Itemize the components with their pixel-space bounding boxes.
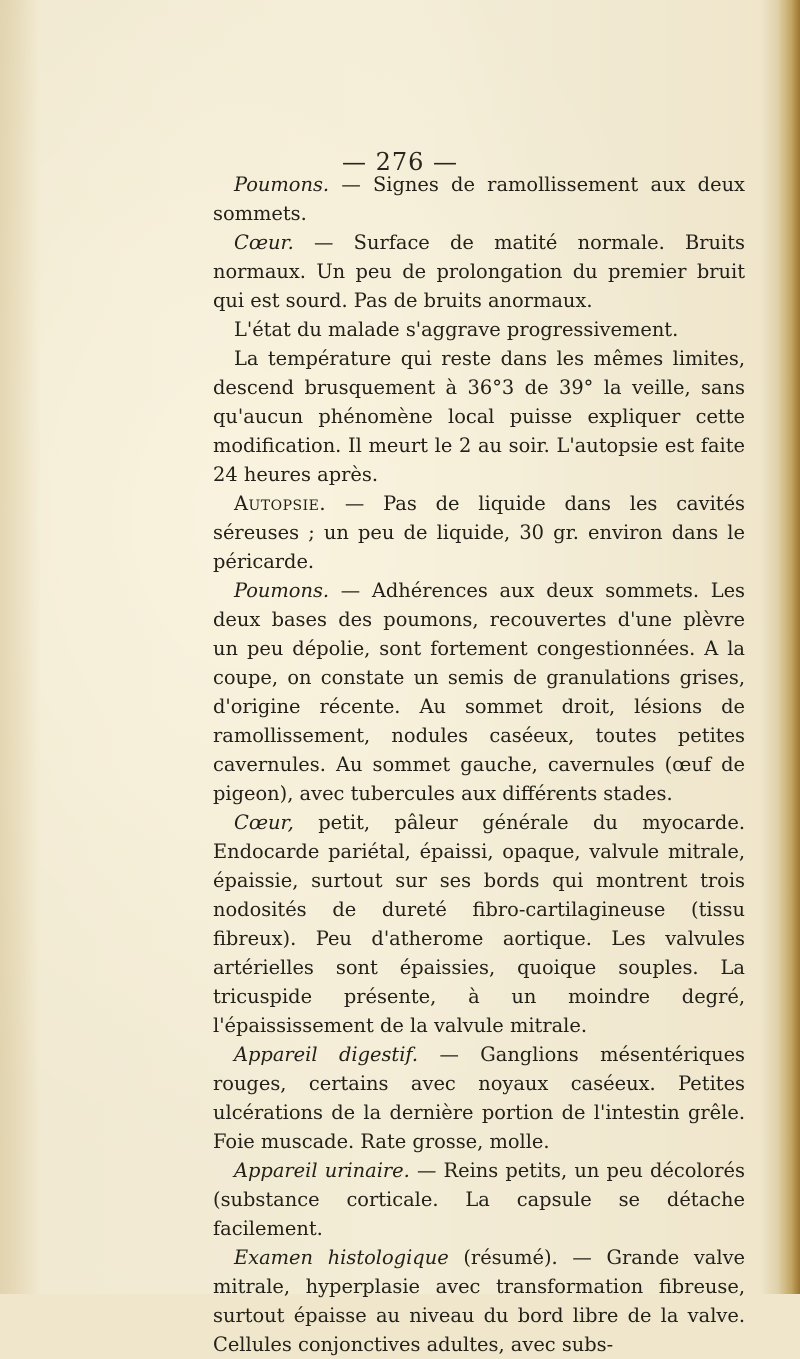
paragraph-coeur-2 — [213, 808, 745, 1040]
paragraph-text: petit, pâleur générale du myocarde. Endocarde pariétal, épaissi, opaque, valvule mitrale, épaissie, surtout sur ses bords qui montrent trois nodosités de dureté fibro-cartilagineuse (tissu fibreux). Peu d'atherome aortique. Les valvules artérielles sont épaissies, quoique souples. La tricuspide présente, à un moindre degré, l'épaississement de la valvule mitrale. — [213, 811, 745, 1037]
page-edge-stain — [778, 0, 800, 1294]
paragraph-poumons-2 — [213, 576, 745, 808]
heading-autopsie: Autopsie. — [234, 492, 327, 515]
heading-appareil-urinaire: Appareil urinaire. — [234, 1159, 410, 1182]
paragraph-coeur-1 — [213, 228, 745, 315]
paragraph-text: L'état du malade s'aggrave progressivement. — [234, 318, 679, 341]
paragraph-appareil-urinaire — [213, 1156, 745, 1243]
heading-coeur: Cœur, — [234, 811, 294, 834]
heading-poumons: Poumons. — [234, 579, 330, 602]
paragraph-text: (résumé). — Grande valve mitrale, hyperplasie avec transformation fibreuse, surtout épaisse au niveau du bord libre de la valve. Cellules conjonctives adultes, avec subs- — [213, 1246, 745, 1356]
paragraph-autopsie — [213, 489, 745, 576]
paragraph-examen-histologique — [213, 1243, 745, 1359]
page-gutter-shadow — [0, 0, 40, 1294]
paragraph-text: — Reins petits, un peu décolorés (substance corticale. La capsule se détache facilement. — [213, 1159, 745, 1240]
paragraph-text: — Surface de matité normale. Bruits normaux. Un peu de prolongation du premier bruit qui est sourd. Pas de bruits anormaux. — [213, 231, 745, 312]
paragraph-temperature — [213, 344, 745, 489]
heading-examen-histologique: Examen histologique — [234, 1246, 449, 1269]
paragraph-text: — Pas de liquide dans les cavités séreuses ; un peu de liquide, 30 gr. environ dans le péricarde. — [213, 492, 745, 573]
heading-coeur: Cœur. — [234, 231, 294, 254]
paragraph-text: — Adhérences aux deux sommets. Les deux bases des poumons, recouvertes d'une plèvre un peu dépolie, sont fortement congestionnées. A la coupe, on constate un semis de granulations grises, d'origine récente. Au sommet droit, lésions de ramollissement, nodules caséeux, toutes petites cavernules. Au sommet gauche, cavernules (œuf de pigeon), avec tubercules aux différents stades. — [213, 579, 745, 805]
paragraph-text: La température qui reste dans les mêmes limites, descend brusquement à 36°3 de 39° la veille, sans qu'aucun phénomène local puisse expliquer cette modification. Il meurt le 2 au soir. L'autopsie est faite 24 heures après. — [213, 347, 745, 486]
heading-appareil-digestif: Appareil digestif. — [234, 1043, 419, 1066]
body-text — [213, 170, 745, 1359]
heading-poumons: Poumons. — [234, 173, 330, 196]
paragraph-text: — Ganglions mésentériques rouges, certains avec noyaux caséeux. Petites ulcérations de la dernière portion de l'intestin grêle. Foie muscade. Rate grosse, molle. — [213, 1043, 745, 1153]
paragraph-poumons-1 — [213, 170, 745, 228]
paragraph-etat — [213, 315, 745, 344]
page-number: — 276 — — [341, 148, 459, 176]
paragraph-appareil-digestif — [213, 1040, 745, 1156]
paragraph-text: — Signes de ramollissement aux deux sommets. — [213, 173, 745, 225]
